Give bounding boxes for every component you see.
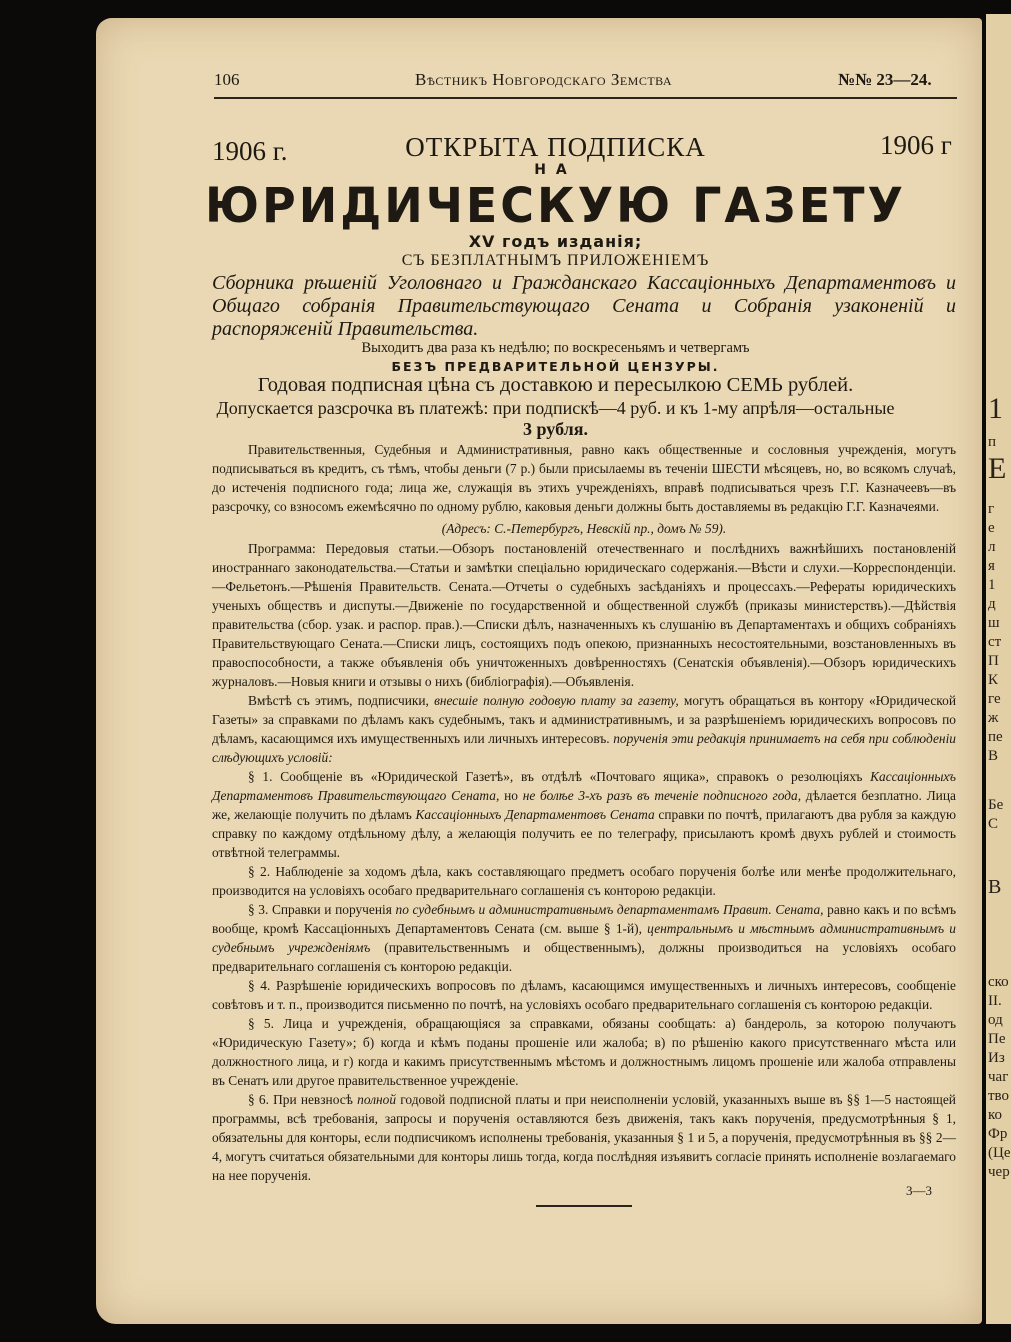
section-2: § 2. Наблюденіе за ходомъ дѣла, какъ составляющаго предметъ особаго порученія болѣе или менѣе продолжительнаго, производится на условіяхъ особаго предварительнаго соглашенія съ конторою редакціи. (212, 864, 956, 898)
adjacent-fragment: е (988, 520, 995, 536)
section-text: (правительственнымъ и общественнымъ), должны производиться на условіяхъ особаго предварительнаго соглашенія съ конторою редакціи. (212, 940, 956, 974)
adjacent-fragment: П (988, 653, 999, 669)
section-4: § 4. Разрѣшеніе юридическихъ вопросовъ по дѣламъ, касающимся имущественныхъ и личныхъ интересовъ, сообщеніе совѣтовъ и т. п., производится письменно по почтѣ, на условіяхъ особаго предварительнаго соглашенія съ конторою редакціи. (212, 978, 956, 1012)
intro-conditions: порученія эти редакція принимаетъ на себя при соблюденіи слѣдующихъ условій: (212, 731, 956, 765)
adjacent-fragment: я (988, 558, 995, 574)
adjacent-fragment: од (988, 1012, 1003, 1028)
program-paragraph: Программа: Передовыя статьи.—Обзоръ постановленій отечественнаго и послѣднихъ важнѣйшихъ постановленій иностраннаго законодательства.—Статьи и замѣтки спеціально юридическаго содержанія.—Вѣсти и слухи.—Корреспонденціи.—Фельетонъ.—Рѣшенія Правительств. Сената.—Отчеты о судебныхъ засѣданіяхъ и процессахъ.—Рефераты юридическихъ ученыхъ обществъ и диспуты.—Движеніе по государственной и общественной службѣ (приказы министерствъ).—Дѣйствія правительства (сбор. узак. и распор. прав.).—Списки дѣлъ, назначенныхъ къ слушанію въ Департаментахъ и общихъ собраніяхъ Правительствующаго Сената.—Списки лицъ, состоящихъ подъ опекою, признанныхъ несостоятельными, возстановленныхъ въ правоспособности, а также объявленія объ уничтоженныхъ довѣренностяхъ (Сенатскія объявленія).—Обзоръ юридическихъ журналовъ.—Новыя книги и отзывы о нихъ (библіографія).—Объявленія. (212, 541, 956, 689)
adjacent-fragment: ст (988, 634, 1002, 650)
adjacent-fragment: пе (988, 729, 1003, 745)
section-text: справки по почтѣ, прилагаютъ два рубля за каждую справку по каждому отдѣльному дѣлу, а желающія получить ее по телеграфу, присылаютъ кромѣ двухъ рублей и стоимость отвѣтной телеграммы. (212, 807, 956, 860)
adjacent-fragment: В (988, 748, 999, 764)
adjacent-fragment: тво (988, 1088, 1010, 1104)
adjacent-fragment: С (988, 816, 999, 832)
section-emphasis: Кассаціонныхъ Департаментовъ Правительствующаго Сената, (212, 769, 956, 803)
adjacent-fragment: (Це (988, 1145, 1011, 1161)
page-number: 106 (214, 70, 240, 89)
section-text: § 3. Справки и порученія (248, 902, 392, 917)
section-emphasis: центральнымъ и мѣстнымъ административнымъ и судебнымъ учрежденіямъ (212, 921, 956, 955)
adjacent-fragment: ш (988, 615, 1000, 631)
address-line: (Адресъ: С.-Петербургъ, Невскій пр., домъ № 59). (441, 521, 727, 536)
adjacent-fragment: 1 (988, 392, 1003, 425)
section-text: дѣлается безплатно. Лица же, желающіе получить по дѣламъ (212, 788, 956, 822)
adjacent-fragment: чер (988, 1164, 1010, 1180)
adjacent-fragment: Пе (988, 1031, 1006, 1047)
price-line: Годовая подписная цѣна съ доставкою и пересылкою СЕМЬ рублей. (257, 374, 854, 396)
section-emphasis: по судебнымъ и административнымъ департаментамъ Правит. Сената, (395, 902, 824, 917)
year-left: 1906 г. (212, 136, 288, 166)
body-text (212, 440, 956, 1207)
collection-text: Сборника рѣшеній Уголовнаго и Гражданскаго Кассаціонныхъ Департаментовъ и Общаго собранія Правительствующаго Сената и Собранія узаконеній и распоряженій Правительства. (212, 272, 956, 340)
installment-line: Допускается разсрочка въ платежѣ: при подпискѣ—4 руб. и къ 1-му апрѣля—остальные (216, 398, 895, 418)
section-emphasis: Кассаціонныхъ Департаментовъ Сената (415, 807, 655, 822)
adjacent-fragment: К (988, 672, 999, 688)
intro-emphasis: внесшіе полную годовую плату за газету, (434, 693, 679, 708)
adjacent-fragment: II. (988, 993, 1002, 1009)
adjacent-fragment: г (988, 501, 995, 517)
issue-number: №№ 23—24. (838, 70, 932, 89)
adjacent-fragment: л (988, 539, 996, 555)
header-rule (214, 97, 957, 99)
section-text: § 1. Сообщеніе въ «Юридической Газетѣ», въ отдѣлѣ «Почтоваго ящика», справокъ о резолюціяхъ (248, 769, 863, 784)
headline: ОТКРЫТА ПОДПИСКА (405, 132, 706, 162)
adjacent-fragment: Фр (988, 1126, 1008, 1142)
headline-on: НА (534, 162, 577, 178)
section-emphasis: не болѣе 3-хъ разъ въ теченіе подписного года, (522, 788, 802, 803)
censorship-line: БЕЗЪ ПРЕДВАРИТЕЛЬНОЙ ЦЕНЗУРЫ. (391, 359, 720, 374)
adjacent-fragment: п (988, 434, 997, 450)
adjacent-fragment: ж (988, 710, 999, 726)
newspaper-title: ЮРИДИЧЕСКУЮ ГАЗЕТУ (205, 176, 906, 234)
section-text: равно какъ и по всѣмъ вообще, кромѣ Кассаціонныхъ Департаментовъ Сената (см. выше § 1-й), (212, 902, 956, 936)
supplement-line: СЪ БЕЗПЛАТНЫМЪ ПРИЛОЖЕНІЕМЪ (401, 252, 710, 269)
section-6 (212, 1090, 956, 1185)
intro-text: могутъ обращаться въ контору «Юридической Газеты» за справками по дѣламъ какъ судебнымъ, такъ и административнымъ, и за разрѣшеніемъ юридическихъ вопросовъ по дѣламъ, касающимся ихъ имущественныхъ или личныхъ интересовъ. (212, 693, 956, 746)
edition-line: XV годъ изданія; (468, 232, 643, 251)
section-text: годовой подписной платы и при неисполненіи условій, указанныхъ выше въ §§ 1—5 настоящей программы, всѣ требованія, запросы и порученія оставляются безъ движенія, такъ какъ порученія, предусмотрѣнныя § 1, обязательны для конторы, если подписчикомъ исполнены требованія, указанныя § 1 и 5, а порученія, предусмотрѣнныя въ §§ 2—4, могутъ считаться обязательными для конторы лишь тогда, когда послѣдняя изъявитъ согласіе принять исполненіе возлагаемаго на нее порученія. (212, 1092, 956, 1183)
schedule-line: Выходитъ два раза къ недѣлю; по воскресеньямъ и четвергамъ (361, 340, 750, 356)
section-text: § 6. При невзносѣ (248, 1092, 353, 1107)
intro-text: Вмѣстѣ съ этимъ, подписчики, (248, 693, 429, 708)
intro-paragraph (212, 691, 956, 767)
adjacent-fragment: Бе (988, 797, 1004, 813)
adjacent-fragment: Е (988, 452, 1007, 485)
adjacent-fragment: ко (988, 1107, 1003, 1123)
end-rule (536, 1205, 632, 1207)
section-text: но (504, 788, 518, 803)
issue-mark: 3—3 (906, 1183, 932, 1198)
section-emphasis: полной (357, 1092, 397, 1107)
journal-title: Вѣстникъ Новгородскаго Земства (415, 70, 673, 89)
year-right: 1906 г (880, 130, 952, 160)
section-3 (212, 900, 956, 976)
adjacent-fragment: Из (988, 1050, 1005, 1066)
institutions-paragraph: Правительственныя, Судебныя и Административныя, равно какъ общественные и сословныя учрежденія, могутъ подписываться въ кредитъ, съ тѣмъ, чтобы деньги (7 р.) были присылаемы въ теченіи ШЕСТИ мѣсяцевъ, но, во всякомъ случаѣ, до истеченія подписного года; лица же, служащія въ этихъ учрежденіяхъ, вправѣ подписываться чрезъ Г.Г. Казначеевъ—въ разсрочку, со взносомъ ежемѣсячно по одному рублю, каковыя деньги должны быть доставляемы въ редакцію Г.Г. Казначеями. (212, 442, 956, 514)
adjacent-fragment: чаг (988, 1069, 1009, 1085)
installment-rest: 3 рубля. (523, 419, 588, 439)
section-1 (212, 767, 956, 862)
adjacent-fragment: ге (988, 691, 1001, 707)
adjacent-fragment: 1 (988, 577, 996, 593)
section-5: § 5. Лица и учрежденія, обращающіяся за справками, обязаны сообщать: а) бандероль, за которою получаютъ «Юридическую Газету»; б) когда и кѣмъ поданы прошеніе или жалоба; в) по рѣшенію какого присутственнаго мѣста или должностного лица, и г) когда и какимъ присутственнымъ мѣстомъ и должностнымъ лицомъ прошеніе или жалоба отправлены въ Сенатъ или другое правительственное учрежденіе. (212, 1016, 956, 1088)
adjacent-fragment: В (988, 876, 1002, 898)
adjacent-fragment: д (988, 596, 996, 612)
adjacent-fragment: ско (988, 974, 1009, 990)
